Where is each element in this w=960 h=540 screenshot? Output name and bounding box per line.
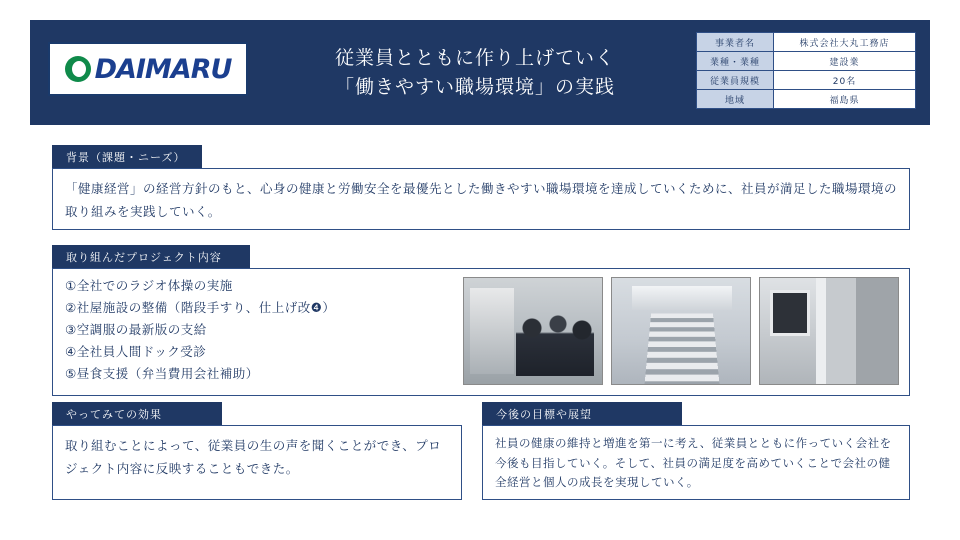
list-item: ⑤昼食支援（弁当費用会社補助）	[65, 365, 259, 381]
section-label-effect: やってみての効果	[52, 402, 222, 426]
info-key-0: 事業者名	[697, 33, 774, 52]
section-label-background: 背景（課題・ニーズ）	[52, 145, 202, 169]
section-body-future	[482, 425, 910, 500]
section-label-future: 今後の目標や展望	[482, 402, 682, 426]
photo-hallway	[759, 277, 899, 385]
photo-office-corridor	[463, 277, 603, 385]
logo-inner	[65, 53, 232, 85]
page-title-line1: 従業員とともに作り上げていく	[334, 47, 615, 69]
future-text: 社員の健康の維持と増進を第一に考え、従業員とともに作っていく会社を今後も目指していく。そして、社員の満足度を高めていくことで会社の健全経営と個人の成長を実現していく。	[495, 436, 892, 490]
background-text: 「健康経営」の経営方針のもと、心身の健康と労働安全を最優先とした働きやすい職場環境を達成していくために、社員が満足した職場環境の取り組みを実践していく。	[65, 181, 898, 220]
list-item: ④全社員人間ドック受診	[65, 343, 207, 359]
info-key-3: 地域	[697, 90, 774, 109]
table-row	[697, 71, 916, 90]
table-row	[697, 33, 916, 52]
company-logo	[48, 42, 248, 96]
info-value-2: 20名	[774, 71, 916, 90]
info-key-2: 従業員規模	[697, 71, 774, 90]
section-label-project: 取り組んだプロジェクト内容	[52, 245, 250, 269]
section-body-effect	[52, 425, 462, 500]
list-item: ②社屋施設の整備（階段手すり、仕上げ改❹）	[65, 299, 336, 315]
info-key-1: 業種・業種	[697, 52, 774, 71]
info-value-0: 株式会社大丸工務店	[774, 33, 916, 52]
table-row	[697, 52, 916, 71]
info-value-3: 福島県	[774, 90, 916, 109]
logo-text: DAIMARU	[94, 53, 232, 85]
list-item: ①全社でのラジオ体操の実施	[65, 278, 233, 293]
table-row	[697, 90, 916, 109]
info-value-1: 建設業	[774, 52, 916, 71]
list-item: ③空調服の最新版の支給	[65, 321, 207, 337]
section-body-project	[52, 268, 910, 396]
effect-text: 取り組むことによって、従業員の生の声を聞くことができ、プロジェクト内容に反映することもできた。	[65, 438, 442, 477]
company-info-table	[696, 32, 916, 109]
page-title	[260, 44, 690, 103]
section-body-background	[52, 168, 910, 230]
logo-circle-icon	[65, 56, 91, 82]
slide-header	[30, 20, 930, 125]
photo-strip	[463, 277, 899, 385]
page-title-line2: 「働きやすい職場環境」の実践	[334, 76, 615, 99]
photo-staircase	[611, 277, 751, 385]
